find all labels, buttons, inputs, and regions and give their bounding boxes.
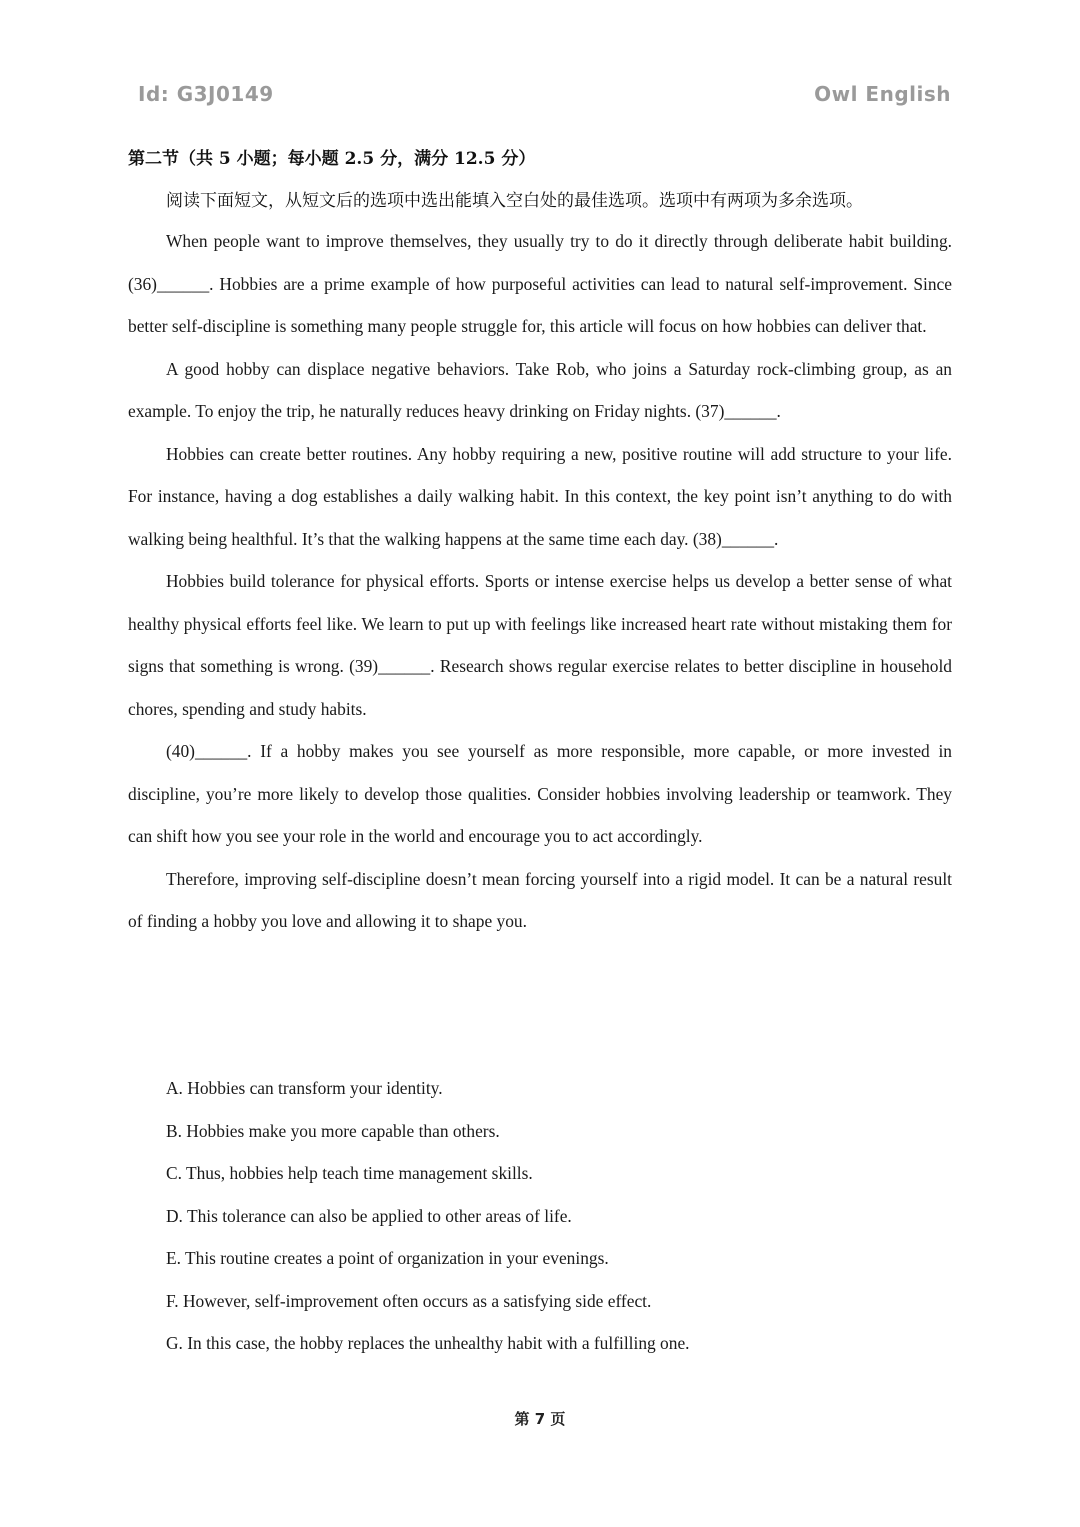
document-id: Id: G3J0149 [138, 82, 274, 106]
instructions: 阅读下面短文，从短文后的选项中选出能填入空白处的最佳选项。选项中有两项为多余选项。 [166, 191, 863, 211]
page-number: 第 7 页 [514, 1410, 566, 1428]
paragraph-5: (40)______. If a hobby makes you see yourself as more responsible, more capable, or more invested in discipline, you’re more likely to develop those qualities. Consider hobbies involving leadership or teamwork. They can shift how you see your role in the world and encourage you to act accordingly. [128, 741, 952, 846]
option-d: D. This tolerance can also be applied to other areas of life. [166, 1205, 572, 1226]
paragraph-3: Hobbies can create better routines. Any hobby requiring a new, positive routine will add structure to your life. For instance, having a dog establishes a daily walking habit. In this context, the key point isn’t anything to do with walking being healthful. It’s that the walking happens at the same time each day. (38)______. [128, 443, 952, 549]
answer-options [166, 1067, 690, 1365]
option-b: B. Hobbies make you more capable than others. [166, 1120, 500, 1141]
paragraph-6: Therefore, improving self-discipline doesn’t mean forcing yourself into a rigid model. It can be a natural result of finding a hobby you love and allowing it to shape you. [128, 868, 952, 931]
paragraph-4: Hobbies build tolerance for physical efforts. Sports or intense exercise helps us develop a better sense of what healthy physical efforts feel like. We learn to put up with feelings like increased heart rate without mistaking them for signs that something is wrong. (39)______. Research shows regular exercise relates to better discipline in household chores, spending and study habits. [128, 571, 952, 719]
brand-name: Owl English [814, 82, 951, 106]
paragraph-1: When people want to improve themselves, they usually try to do it directly through deliberate habit building. (36)______. Hobbies are a prime example of how purposeful activities can lead to natural self-improvement. Since better self-discipline is something many people struggle for, this article will focus on how hobbies can deliver that. [128, 231, 952, 336]
passage [128, 220, 952, 943]
option-a: A. Hobbies can transform your identity. [166, 1078, 443, 1098]
option-f: F. However, self-improvement often occurs as a satisfying side effect. [166, 1290, 652, 1311]
option-e: E. This routine creates a point of organization in your evenings. [166, 1248, 609, 1268]
paragraph-2: A good hobby can displace negative behaviors. Take Rob, who joins a Saturday rock-climbing group, as an example. To enjoy the trip, he naturally reduces heavy drinking on Friday nights. (37)______. [128, 358, 952, 421]
section-title: 第二节（共 5 小题；每小题 2.5 分，满分 12.5 分） [128, 149, 536, 169]
option-c: C. Thus, hobbies help teach time management skills. [166, 1163, 533, 1183]
option-g: G. In this case, the hobby replaces the unhealthy habit with a fulfilling one. [166, 1333, 690, 1353]
